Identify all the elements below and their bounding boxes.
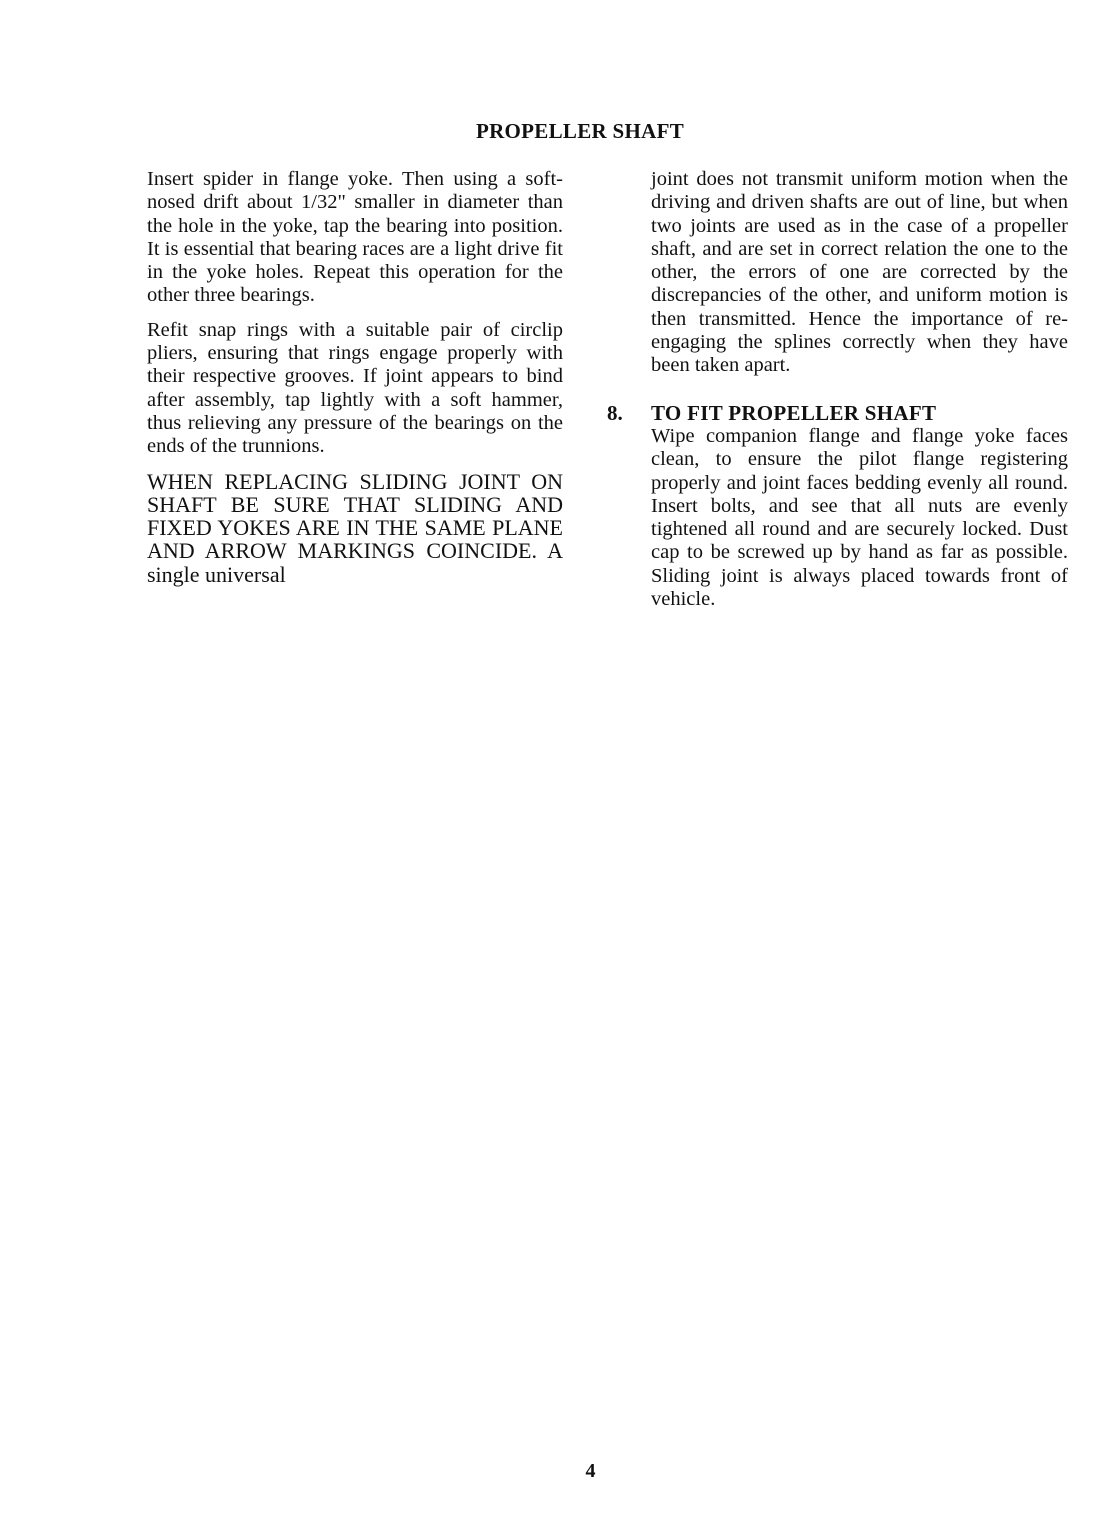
page-number: 4 xyxy=(585,1460,596,1482)
right-column xyxy=(607,168,1068,622)
paragraph-universal-joint: joint does not transmit uniform motion when the driving and driven shafts are out of line, but when two joints are used as in the case of a propeller shaft, and are set in correct relation the one to the other, the errors of one are corrected by the discrepancies of the other, and uniform motion is then transmitted. Hence the importance of re-engaging the splines correctly when they have been taken apart. xyxy=(651,168,1068,377)
section-heading: TO FIT PROPELLER SHAFT xyxy=(651,400,937,425)
paragraph-insert-spider: Insert spider in flange yoke. Then using a soft-nosed drift about 1/32" smaller in diameter than the hole in the yoke, tap the bearing into position. It is essential that bearing races are a light drive fit in the yoke holes. Repeat this operation for the other three bearings. xyxy=(147,168,563,307)
paragraph-sliding-joint-warning: WHEN REPLACING SLIDING JOINT ON SHAFT BE SURE THAT SLIDING AND FIXED YOKES ARE IN THE SAME PLANE AND ARROW MARKINGS COINCIDE. A single universal xyxy=(147,468,563,587)
paragraph-fit-instructions: Wipe companion flange and flange yoke faces clean, to ensure the pilot flange registering properly and joint faces bedding evenly all round. Insert bolts, and see that all nuts are evenly tightened all round and are securely locked. Dust cap to be screwed up by hand as far as possible. Sliding joint is always placed towards front of vehicle. xyxy=(651,424,1068,611)
paragraph-refit-snap-rings: Refit snap rings with a suitable pair of circlip pliers, ensuring that rings engage properly with their respective grooves. If joint appears to bind after assembly, tap lightly with a soft hammer, thus relieving any pressure of the bearings on the ends of the trunnions. xyxy=(147,318,563,458)
left-column xyxy=(147,168,563,597)
section-to-fit-propeller-shaft xyxy=(607,400,1068,612)
section-number: 8. xyxy=(607,400,623,425)
page-title: PROPELLER SHAFT xyxy=(475,119,685,143)
